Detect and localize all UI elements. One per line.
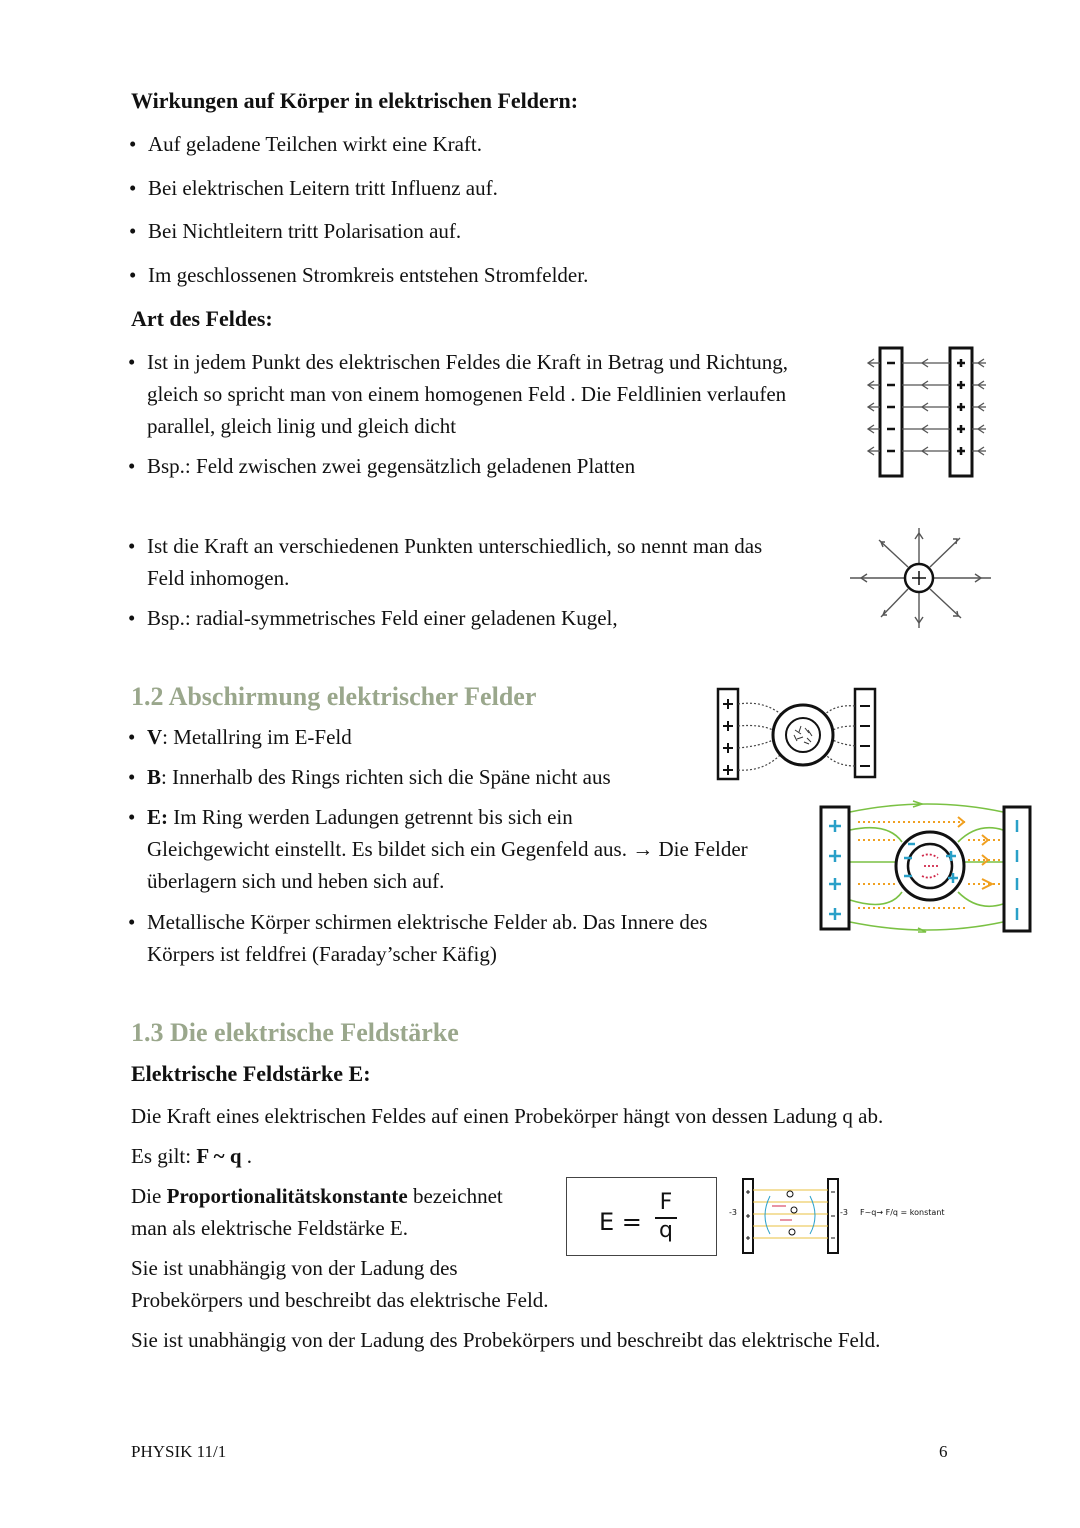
metal-ring-diagram [715, 686, 880, 781]
footer-subject: PHYSIK 11/1 [131, 1442, 227, 1461]
e-line-2: Gleichgewicht einstellt. Es bildet sich ein Gegenfeld aus. → Die Felder [147, 837, 748, 861]
fieldstrength-line-6: Probekörpers und beschreibt das elektrische Feld. [131, 1288, 549, 1312]
shielding-heading: 1.2 Abschirmung elektrischer Felder [131, 682, 537, 711]
inhomogeneous-example: • Bsp.: radial-symmetrisches Feld einer geladenen Kugel, [147, 602, 618, 634]
metal-line-2: Körpers ist feldfrei (Faraday’scher Käfig) [147, 942, 497, 966]
fieldstrength-line-1: Die Kraft eines elektrischen Feldes auf einen Probekörper hängt von dessen Ladung q ab. [131, 1104, 884, 1128]
radial-field-diagram [845, 525, 995, 630]
fieldstrength-line-5: Sie ist unabhängig von der Ladung des [131, 1256, 458, 1280]
inhomogeneous-line-1: • Ist die Kraft an verschiedenen Punkten unterschiedlich, so nennt man das [147, 534, 763, 558]
sketch-right-label: -3 [840, 1208, 848, 1217]
formula-denominator: q [659, 1218, 673, 1243]
v-label: V [147, 725, 163, 749]
fieldstrength-line-4: man als elektrische Feldstärke E. [131, 1216, 408, 1240]
formula-numerator: F [659, 1190, 673, 1215]
sketch-relation: F~q→ F/q = konstant [860, 1208, 945, 1217]
fieldstrength-line-2 [131, 1140, 252, 1172]
v-text: : Metallring im E-Feld [162, 725, 352, 749]
b-label: B [147, 765, 162, 789]
homogeneous-definition [147, 346, 788, 442]
effects-bullet-4: • Im geschlossenen Stromkreis entstehen Stromfelder. [148, 259, 588, 291]
formula-lhs: E = [599, 1208, 642, 1236]
line3-suffix: bezeichnet [407, 1184, 503, 1208]
fieldstrength-heading: 1.3 Die elektrische Feldstärke [131, 1018, 459, 1047]
shielding-b-bullet [147, 761, 611, 793]
fieldstrength-line-7: Sie ist unabhängig von der Ladung des Probekörpers und beschreibt das elektrische Feld. [131, 1328, 881, 1352]
inhomogeneous-definition [147, 530, 762, 594]
sketch-left-label: -3 [729, 1208, 737, 1217]
metal-line-1: • Metallische Körper schirmen elektrische Felder ab. Das Innere des [147, 910, 708, 934]
test-charge-sketch [740, 1176, 842, 1256]
shielding-metal-bullet [147, 906, 707, 970]
effects-heading: Wirkungen auf Körper in elektrischen Feldern: [131, 88, 579, 113]
e-label: E: [147, 805, 168, 829]
line3-prefix: Die [131, 1184, 167, 1208]
homogeneous-example: • Bsp.: Feld zwischen zwei gegensätzlich geladenen Platten [147, 450, 635, 482]
homogeneous-line-2: gleich so spricht man von einem homogenen Feld . Die Feldlinien verlaufen [147, 382, 787, 406]
b-text: : Innerhalb des Rings richten sich die Späne nicht aus [161, 765, 611, 789]
line2-prefix: Es gilt: [131, 1144, 197, 1168]
proportionality-constant-term: Proportionalitätskonstante [166, 1184, 408, 1208]
effects-bullet-1: • Auf geladene Teilchen wirkt eine Kraft. [148, 128, 482, 160]
e-line-1: Im Ring werden Ladungen getrennt bis sich ein [168, 805, 573, 829]
field-type-heading: Art des Feldes: [131, 306, 273, 331]
homogeneous-line-3: parallel, gleich linig und gleich dicht [147, 414, 457, 438]
page-number: 6 [939, 1442, 948, 1461]
e-line-3: überlagern sich und heben sich auf. [147, 869, 445, 893]
charge-separation-diagram [818, 800, 1033, 935]
shielding-v-bullet [147, 721, 352, 753]
line2-suffix: . [241, 1144, 252, 1168]
effects-bullet-3: • Bei Nichtleitern tritt Polarisation auf. [148, 215, 461, 247]
homogeneous-field-diagram [860, 345, 990, 480]
proportional-formula: F ~ q [196, 1144, 242, 1168]
fieldstrength-line-3 [131, 1180, 503, 1212]
inhomogeneous-line-2: Feld inhomogen. [147, 566, 290, 590]
homogeneous-line-1: • Ist in jedem Punkt des elektrischen Feldes die Kraft in Betrag und Richtung, [147, 350, 788, 374]
effects-bullet-2: • Bei elektrischen Leitern tritt Influenz auf. [148, 172, 498, 204]
shielding-e-bullet [147, 801, 748, 897]
fieldstrength-subheading: Elektrische Feldstärke E: [131, 1061, 371, 1086]
formula-box [566, 1177, 717, 1256]
